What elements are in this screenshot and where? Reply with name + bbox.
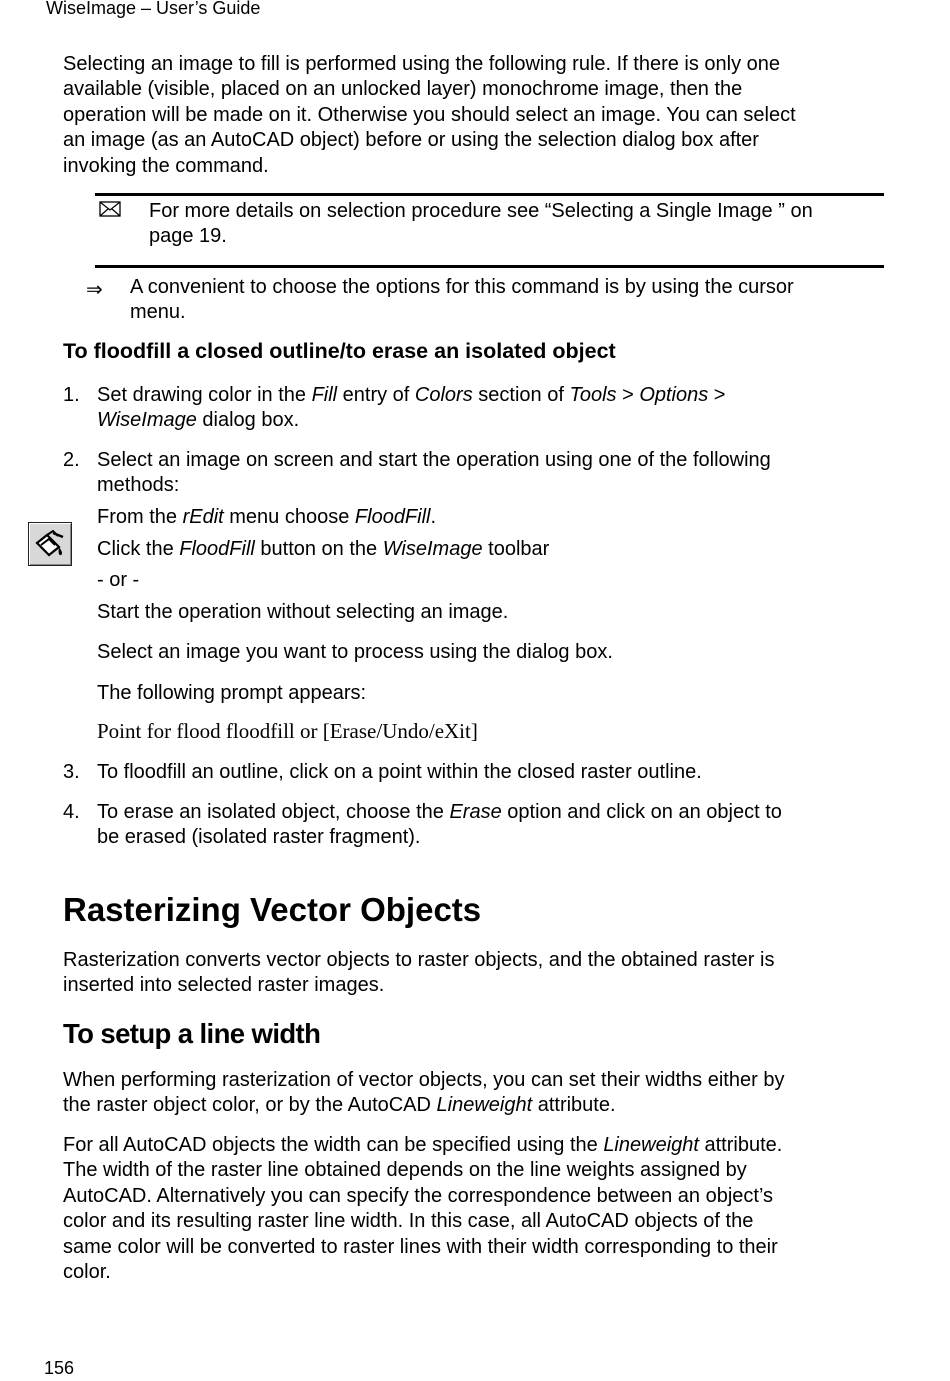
step-1-line-1: Set drawing color in the Fill entry of Colors section of Tools > Options > <box>97 384 726 406</box>
paragraph-line: Rasterization converts vector objects to raster objects, and the obtained raster is <box>63 949 775 971</box>
section-heading: Rasterizing Vector Objects <box>63 891 482 928</box>
paragraph-line: the raster object color, or by the AutoCAD Lineweight attribute. <box>63 1094 616 1117</box>
tip-line: menu. <box>130 301 186 324</box>
step-2-line: Select an image on screen and start the operation using one of the following <box>97 449 771 471</box>
line-width-paragraph-2 <box>63 1133 903 1285</box>
note-line: page 19. <box>149 225 227 248</box>
alt-method-line: Select an image you want to process using the dialog box. <box>97 641 613 663</box>
tip-text <box>130 275 890 326</box>
step-4-line-2: be erased (isolated raster fragment). <box>97 826 421 849</box>
paragraph-line: color. <box>63 1261 111 1284</box>
floodfill-toolbar-icon <box>28 522 72 566</box>
intro-line: an image (as an AutoCAD object) before or using the selection dialog box after <box>63 129 759 152</box>
intro-line: operation will be made on it. Otherwise you should select an image. You can select <box>63 103 796 126</box>
subsection-heading: To setup a line width <box>63 1018 321 1049</box>
method-menu: From the rEdit menu choose FloodFill. <box>97 506 437 528</box>
or-separator: - or - <box>97 569 140 591</box>
note-bottom-rule <box>95 265 884 268</box>
intro-line: Selecting an image to fill is performed using the following rule. If there is only one <box>63 53 781 75</box>
note-top-rule <box>95 193 884 196</box>
alt-method-line: Start the operation without selecting an image. <box>97 601 509 623</box>
intro-line: invoking the command. <box>63 154 269 177</box>
step-2-line: methods: <box>97 474 180 497</box>
running-header: WiseImage – User’s Guide <box>46 0 261 18</box>
intro-line: available (visible, placed on an unlocked layer) monochrome image, then the <box>63 78 743 101</box>
step-number: 3. <box>63 761 80 783</box>
step-1-text <box>97 383 887 434</box>
paragraph-line: same color will be converted to raster lines with their width corresponding to their <box>63 1235 778 1258</box>
step-2-text <box>97 448 887 499</box>
paragraph-line: When performing rasterization of vector objects, you can set their widths either by <box>63 1069 785 1091</box>
step-3-text: To floodfill an outline, click on a point within the closed raster outline. <box>97 761 702 783</box>
paragraph-line: The width of the raster line obtained depends on the line weights assigned by <box>63 1159 747 1182</box>
paragraph-line: color and its resulting raster line width. In this case, all AutoCAD objects of the <box>63 1210 754 1233</box>
arrow-icon: ⇒ <box>86 279 103 301</box>
alt-method-line: The following prompt appears: <box>97 682 367 704</box>
step-number: 4. <box>63 801 80 823</box>
step-4-text <box>97 800 887 851</box>
procedure-heading: To floodfill a closed outline/to erase an isolated object <box>63 339 616 363</box>
step-1-line-2: WiseImage dialog box. <box>97 409 300 432</box>
note-text <box>149 199 889 250</box>
intro-paragraph <box>63 52 903 179</box>
step-4-line-1: To erase an isolated object, choose the Erase option and click on an object to <box>97 801 782 823</box>
envelope-icon <box>99 200 121 218</box>
step-number: 2. <box>63 449 80 471</box>
rasterizing-paragraph <box>63 948 903 999</box>
note-line: For more details on selection procedure see “Selecting a Single Image ” on <box>149 200 813 222</box>
paint-bucket-icon <box>29 523 71 565</box>
line-width-paragraph-1 <box>63 1068 903 1119</box>
paragraph-line: inserted into selected raster images. <box>63 974 385 997</box>
command-prompt: Point for flood floodfill or [Erase/Undo/eXit] <box>97 719 478 743</box>
step-number: 1. <box>63 384 80 406</box>
method-toolbar: Click the FloodFill button on the WiseImage toolbar <box>97 538 550 560</box>
page-number: 156 <box>44 1358 75 1378</box>
paragraph-line: AutoCAD. Alternatively you can specify the correspondence between an object’s <box>63 1184 774 1207</box>
tip-line: A convenient to choose the options for this command is by using the cursor <box>130 276 794 298</box>
paragraph-line: For all AutoCAD objects the width can be specified using the Lineweight attribute. <box>63 1134 783 1156</box>
